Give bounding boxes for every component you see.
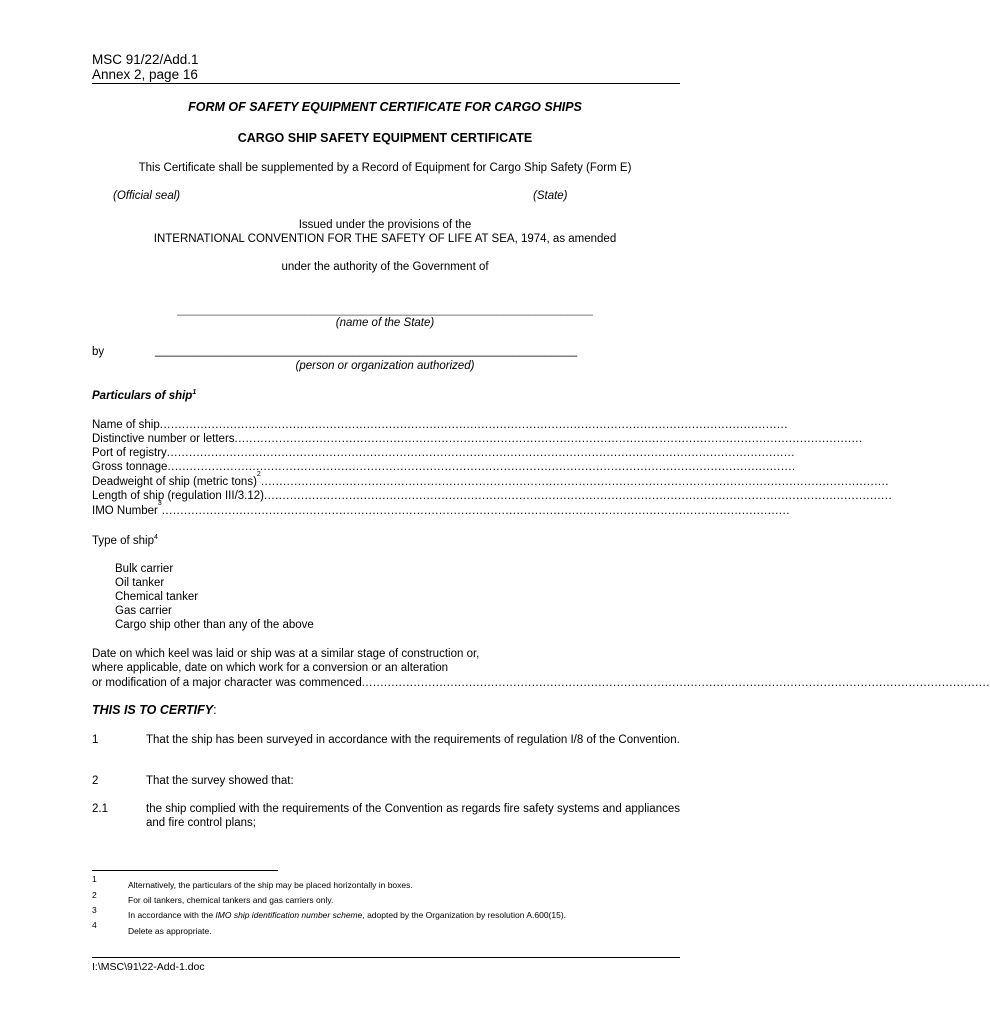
certify-heading: THIS IS TO CERTIFY:	[92, 703, 217, 717]
state-label: (State)	[533, 190, 568, 202]
type-of-ship-label: Type of ship$^4$	[92, 534, 158, 547]
state-name-caption: (name of the State)	[335, 317, 435, 329]
field-row	[92, 418, 788, 432]
field-label: Name of ship	[92, 419, 160, 431]
dot-leader: ..........................................................................................................................................................................	[161, 505, 790, 517]
form-title: FORM OF SAFETY EQUIPMENT CERTIFICATE FOR CARGO SHIPS	[188, 100, 582, 114]
footnote-number: 2	[92, 890, 97, 900]
dot-leader: ..........................................................................................................................................................................	[234, 433, 863, 445]
certificate-title: CARGO SHIP SAFETY EQUIPMENT CERTIFICATE	[237, 131, 533, 145]
dot-leader: ..........................................................................................................................................................................	[361, 677, 990, 689]
authorized-caption: (person or organization authorized)	[295, 360, 475, 372]
by-label: by	[92, 346, 105, 358]
footnote-text: Delete as appropriate.	[128, 926, 212, 936]
dot-leader: ..........................................................................................................................................................................	[166, 447, 795, 459]
field-label: Distinctive number or letters	[92, 433, 235, 445]
particulars-heading: Particulars of ship$^1$	[92, 389, 197, 402]
field-row	[92, 432, 863, 446]
item-text: That the survey showed that:	[146, 775, 294, 787]
item-text: the ship complied with the requirements of the Convention as regards fire safety systems and appliances and fire control plans;	[146, 803, 680, 829]
ship-type-option: Chemical tanker	[115, 591, 199, 603]
keel-line-1: Date on which keel was laid or ship was at a similar stage of construction or,	[92, 648, 480, 660]
field-row	[92, 446, 795, 460]
authority-line: under the authority of the Government of	[281, 261, 489, 273]
item-number: 2	[92, 775, 99, 787]
dot-leader: ..........................................................................................................................................................................	[159, 419, 788, 431]
header-rule	[92, 83, 680, 84]
field-row	[92, 460, 796, 474]
issued-line-2: INTERNATIONAL CONVENTION FOR THE SAFETY OF LIFE AT SEA, 1974, as amended	[153, 233, 617, 245]
ship-type-option: Oil tanker	[115, 577, 165, 589]
footnote-text: For oil tankers, chemical tankers and gas carriers only.	[128, 895, 334, 905]
footnote-text: In accordance with the IMO ship identification number scheme, adopted by the Organization by resolution A.600(15).	[128, 910, 567, 920]
ship-type-option: Bulk carrier	[115, 563, 174, 575]
field-label: Deadweight of ship (metric tons)	[92, 476, 257, 488]
state-name-blank: _________________________________________________________________	[177, 304, 593, 316]
field-label: Gross tonnage	[92, 461, 168, 473]
ship-type-option: Gas carrier	[115, 605, 172, 617]
authorized-blank: __________________________________________________________________	[155, 345, 578, 357]
dot-leader: ..........................................................................................................................................................................	[167, 461, 796, 473]
dot-leader: ..........................................................................................................................................................................	[263, 490, 893, 502]
field-label: Port of registry	[92, 447, 167, 459]
field-row: IMO Number 3 ..........................................................................................................................................................................	[92, 500, 790, 517]
footnote-number: 4	[92, 920, 97, 930]
item-number: 2.1	[92, 803, 108, 815]
footer-file-path: I:\MSC\91\22-Add-1.doc	[92, 961, 205, 973]
footnote-number: 1	[92, 874, 97, 884]
item-number: 1	[92, 734, 99, 746]
field-row: Deadweight of ship (metric tons) 2 ..........................................................................................................................................................................	[92, 471, 889, 488]
field-label: Length of ship (regulation III/3.12)	[92, 490, 264, 502]
issued-line-1: Issued under the provisions of the	[298, 219, 472, 231]
keel-line-3: or modification of a major character was commenced ..........................................................................................................................................................................	[92, 677, 990, 689]
ship-type-option: Cargo ship other than any of the above	[115, 619, 314, 631]
annex-page: Annex 2, page 16	[92, 67, 198, 82]
field-row	[92, 489, 893, 503]
item-text: That the ship has been surveyed in accordance with the requirements of regulation I/8 of the Convention.	[146, 734, 680, 746]
footer-rule	[92, 957, 680, 958]
field-label: IMO Number	[92, 505, 158, 517]
keel-line-2: where applicable, date on which work for a conversion or an alteration	[92, 662, 449, 674]
footnote-number: 3	[92, 905, 97, 915]
dot-leader: ..........................................................................................................................................................................	[260, 476, 889, 488]
supplement-note: This Certificate shall be supplemented by a Record of Equipment for Cargo Ship Safety (Form E)	[138, 162, 632, 174]
document-reference: MSC 91/22/Add.1	[92, 52, 199, 67]
footnote-text: Alternatively, the particulars of the ship may be placed horizontally in boxes.	[128, 880, 413, 890]
footnote-separator	[92, 870, 278, 871]
official-seal-label: (Official seal)	[113, 190, 181, 202]
